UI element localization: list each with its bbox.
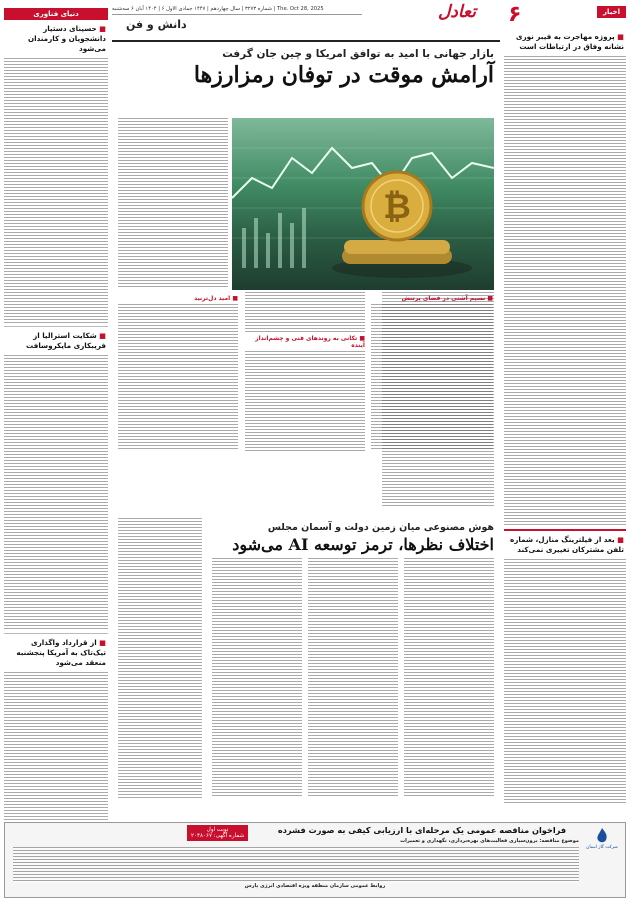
masthead: [112, 2, 500, 40]
ad-subject: موضوع مناقصه: برون‌سپاری فعالیت‌های بهره‌برداری، نگهداری و تعمیرات: [400, 838, 579, 844]
subhead-technical: ■ تکانی به روندهای فنی و چشم‌انداز آینده: [255, 335, 365, 349]
divider: [504, 529, 626, 531]
main-kicker: بازار جهانی با امید به توافق امریکا و چین جان گرفت: [222, 48, 494, 60]
news-section-tag: اخبار: [597, 6, 626, 18]
ai-headline: اختلاف نظرها، ترمز توسعه AI می‌شود: [232, 535, 494, 554]
main-body-col-2c: [245, 351, 365, 451]
ai-body-col-1: [404, 558, 494, 798]
ai-body-col-3: [212, 558, 302, 798]
right-story-2-headline: ■ بعد از فیلترینگ منازل، شماره تلفن مشترکان تغییری نمی‌کند: [510, 535, 624, 554]
bullet-icon: ■: [485, 295, 493, 302]
right-news-column: [504, 0, 626, 900]
ai-body-col-2: [308, 558, 398, 798]
bullet-icon: ■: [96, 24, 106, 33]
main-headline: آرامش موقت در توفان رمزارزها: [193, 62, 494, 88]
bullet-icon: ■: [96, 638, 106, 647]
ad-badge: نوبت اول شماره آگهی: ۲۰۴۸۰۶۷: [187, 825, 248, 841]
section-title: دانش و فن: [126, 18, 187, 31]
bullet-icon: ■: [614, 535, 624, 544]
bullet-icon: ■: [357, 335, 365, 342]
right-story-1-body: [504, 56, 626, 526]
left-story-3-body: [4, 672, 108, 822]
bullet-icon: ■: [96, 331, 106, 340]
divider: [4, 633, 108, 634]
ad-title: فراخوان مناقصه عمومی یک مرحله‌ای با ارزیابی کیفی به صورت فشرده: [277, 825, 567, 835]
left-story-2-body: [4, 355, 108, 630]
header-divider: [112, 40, 500, 42]
main-body-col-3a: [118, 118, 228, 288]
ai-body-col-4: [118, 518, 202, 798]
ai-kicker: هوش مصنوعی میان زمین دولت و آسمان مجلس: [267, 522, 494, 533]
tender-advertisement: [4, 822, 626, 898]
company-logo: [585, 827, 619, 850]
page-number: ۶: [508, 2, 522, 27]
ad-footer: روابط عمومی سازمان منطقه ویژه اقتصادی انرژی پارس: [244, 883, 386, 889]
left-story-1-headline: ■ حسینای دستیار دانشجویان و کارمندان می‌شود: [27, 24, 106, 53]
subhead-hope: ■ امید دل‌ترنید: [194, 295, 238, 302]
ai-article: [112, 518, 500, 800]
main-body-col-2: [371, 304, 493, 449]
tech-section-tag: دنیای فناوری: [4, 8, 108, 20]
main-article: [112, 44, 500, 584]
main-body-col-2b: [245, 292, 365, 332]
left-story-2-headline: ■ شکایت استرالیا از فریبکاری مایکروسافت: [26, 331, 106, 350]
flame-logo-icon: [591, 827, 613, 843]
bullet-icon: ■: [614, 32, 624, 41]
subhead-peace: ■ نسیم آشتی در فضای پرتنش: [401, 295, 493, 302]
chart-graphic: [232, 118, 494, 290]
newspaper-logo: تعادل: [437, 2, 476, 22]
right-story-1-headline: ■ پروژه مهاجرت به فیبر نوری نشانه وفاق در ارتباطات است: [515, 32, 624, 51]
bullet-icon: ■: [230, 295, 238, 302]
ad-body: [13, 847, 579, 883]
bitcoin-chart-photo: [232, 118, 494, 290]
company-name: شرکت گاز استان: [586, 845, 618, 850]
svg-text:₿: ₿: [383, 187, 411, 227]
left-story-1-body: [4, 58, 108, 323]
main-body-col-3b: [118, 304, 238, 449]
right-story-2-body: [504, 559, 626, 804]
left-tech-column: [4, 0, 108, 900]
left-story-3-headline: ■ از قرارداد واگذاری تیک‌تاک به آمریکا پنجشنبه منعقد می‌شود: [16, 638, 106, 667]
divider: [4, 326, 108, 327]
dateline: The. Oct 28, 2025 | شماره ۳۲۷۳ | سال چهاردهم | ۱۴۴۷ جمادی الاول ۶ | ۱۴۰۴ آبان ۶ سه‌شنبه: [112, 6, 362, 15]
